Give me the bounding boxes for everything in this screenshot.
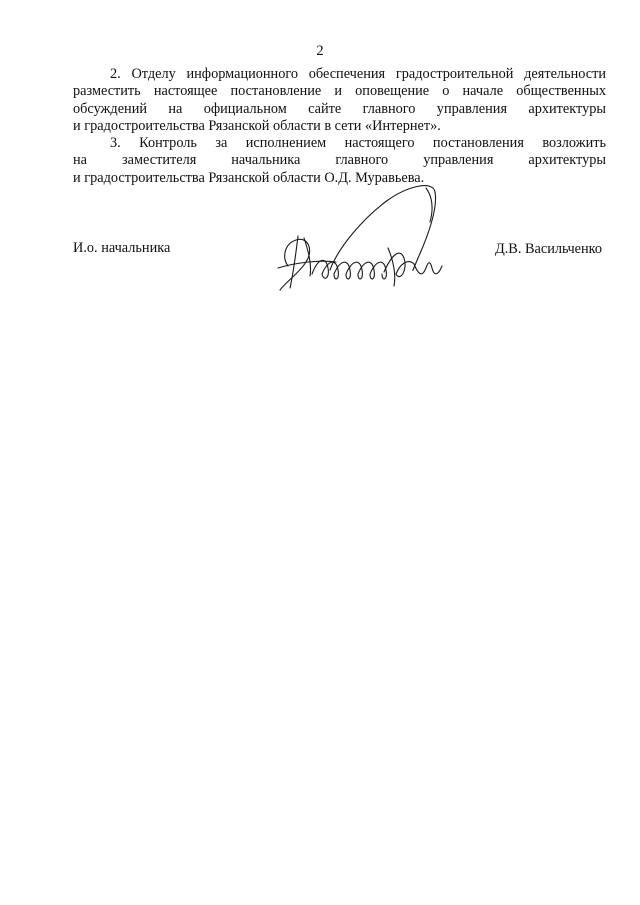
document-body: [73, 66, 606, 187]
page-number: 2: [316, 43, 324, 59]
paragraph-line: 3. Контроль за исполнением настоящего постановления возложить: [110, 135, 606, 152]
paragraph-line: разместить настоящее постановление и оповещение о начале общественных: [73, 83, 606, 100]
paragraph-line: и градостроительства Рязанской области в сети «Интернет».: [73, 117, 441, 134]
paragraph-line: 2. Отделу информационного обеспечения градостроительной деятельности: [110, 66, 606, 82]
signature-position-title: И.о. начальника: [73, 240, 171, 256]
paragraph-2: [73, 66, 606, 135]
paragraph-line: на заместителя начальника главного управления архитектуры: [73, 152, 606, 169]
paragraph-line: обсуждений на официальном сайте главного управления архитектуры: [73, 100, 606, 117]
signature-signer-name: Д.В. Васильченко: [494, 241, 602, 257]
paragraph-line: и градостроительства Рязанской области О.Д. Муравьева.: [73, 169, 425, 186]
handwritten-signature: [268, 178, 458, 296]
